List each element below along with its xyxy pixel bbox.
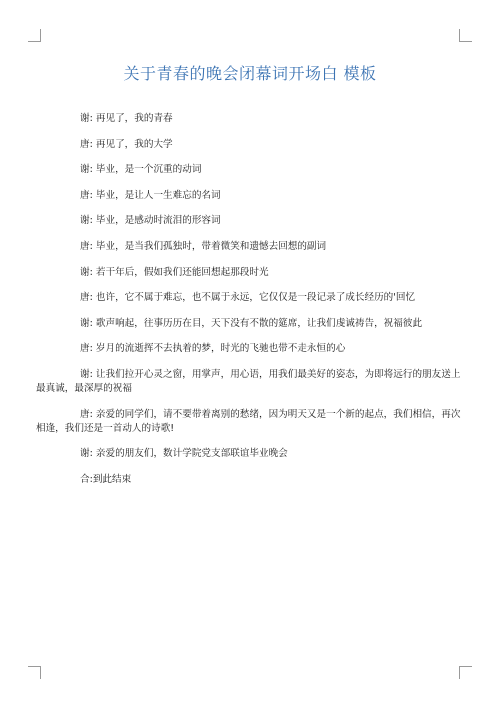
script-line-7: 谢: 若干年后，假如我们还能回想起那段时光 (80, 266, 269, 278)
script-line-9: 谢: 歌声响起，往事历历在目，天下没有不散的筵席，让我们虔诚祷告，祝福彼此 (80, 317, 423, 329)
script-line-8: 唐: 也许，它不属于难忘，也不属于永远，它仅仅是一段记录了成长经历的'回忆 (80, 292, 416, 304)
script-line-6: 唐: 毕业，是当我们孤独时，带着微笑和遗憾去回想的副词 (80, 240, 327, 252)
crop-mark-top-left (28, 29, 41, 42)
script-line-5: 谢: 毕业，是感动时流泪的形容词 (80, 215, 221, 227)
script-line-11: 谢: 让我们拉开心灵之窗，用掌声，用心语，用我们最美好的姿态，为即将远行的朋友送上最真诚，最深厚的祝福 (36, 368, 461, 394)
crop-mark-bottom-left (28, 666, 41, 679)
script-line-2: 唐: 再见了，我的大学 (80, 138, 173, 150)
script-line-3: 谢: 毕业，是一个沉重的动词 (80, 164, 202, 176)
document-title: 关于青春的晚会闭幕词开场白 模板 (123, 64, 377, 83)
script-line-1: 谢: 再见了，我的青春 (80, 113, 173, 124)
crop-mark-top-right (459, 29, 472, 42)
script-line-14: 合:到此结束 (80, 473, 132, 485)
script-line-4: 唐: 毕业，是让人一生难忘的名词 (80, 189, 221, 201)
script-line-13: 谢: 亲爱的朋友们，数计学院党支部联谊毕业晚会 (80, 448, 288, 460)
document-body (36, 112, 466, 498)
script-line-12: 唐: 亲爱的同学们，请不要带着离别的愁绪，因为明天又是一个新的起点，我们相信，再次相逢，我们还是一首动人的诗歌! (36, 408, 461, 434)
script-line-10: 唐: 岁月的流逝挥不去执着的梦，时光的飞驰也带不走永恒的心 (80, 343, 346, 355)
crop-mark-bottom-right (459, 666, 472, 679)
